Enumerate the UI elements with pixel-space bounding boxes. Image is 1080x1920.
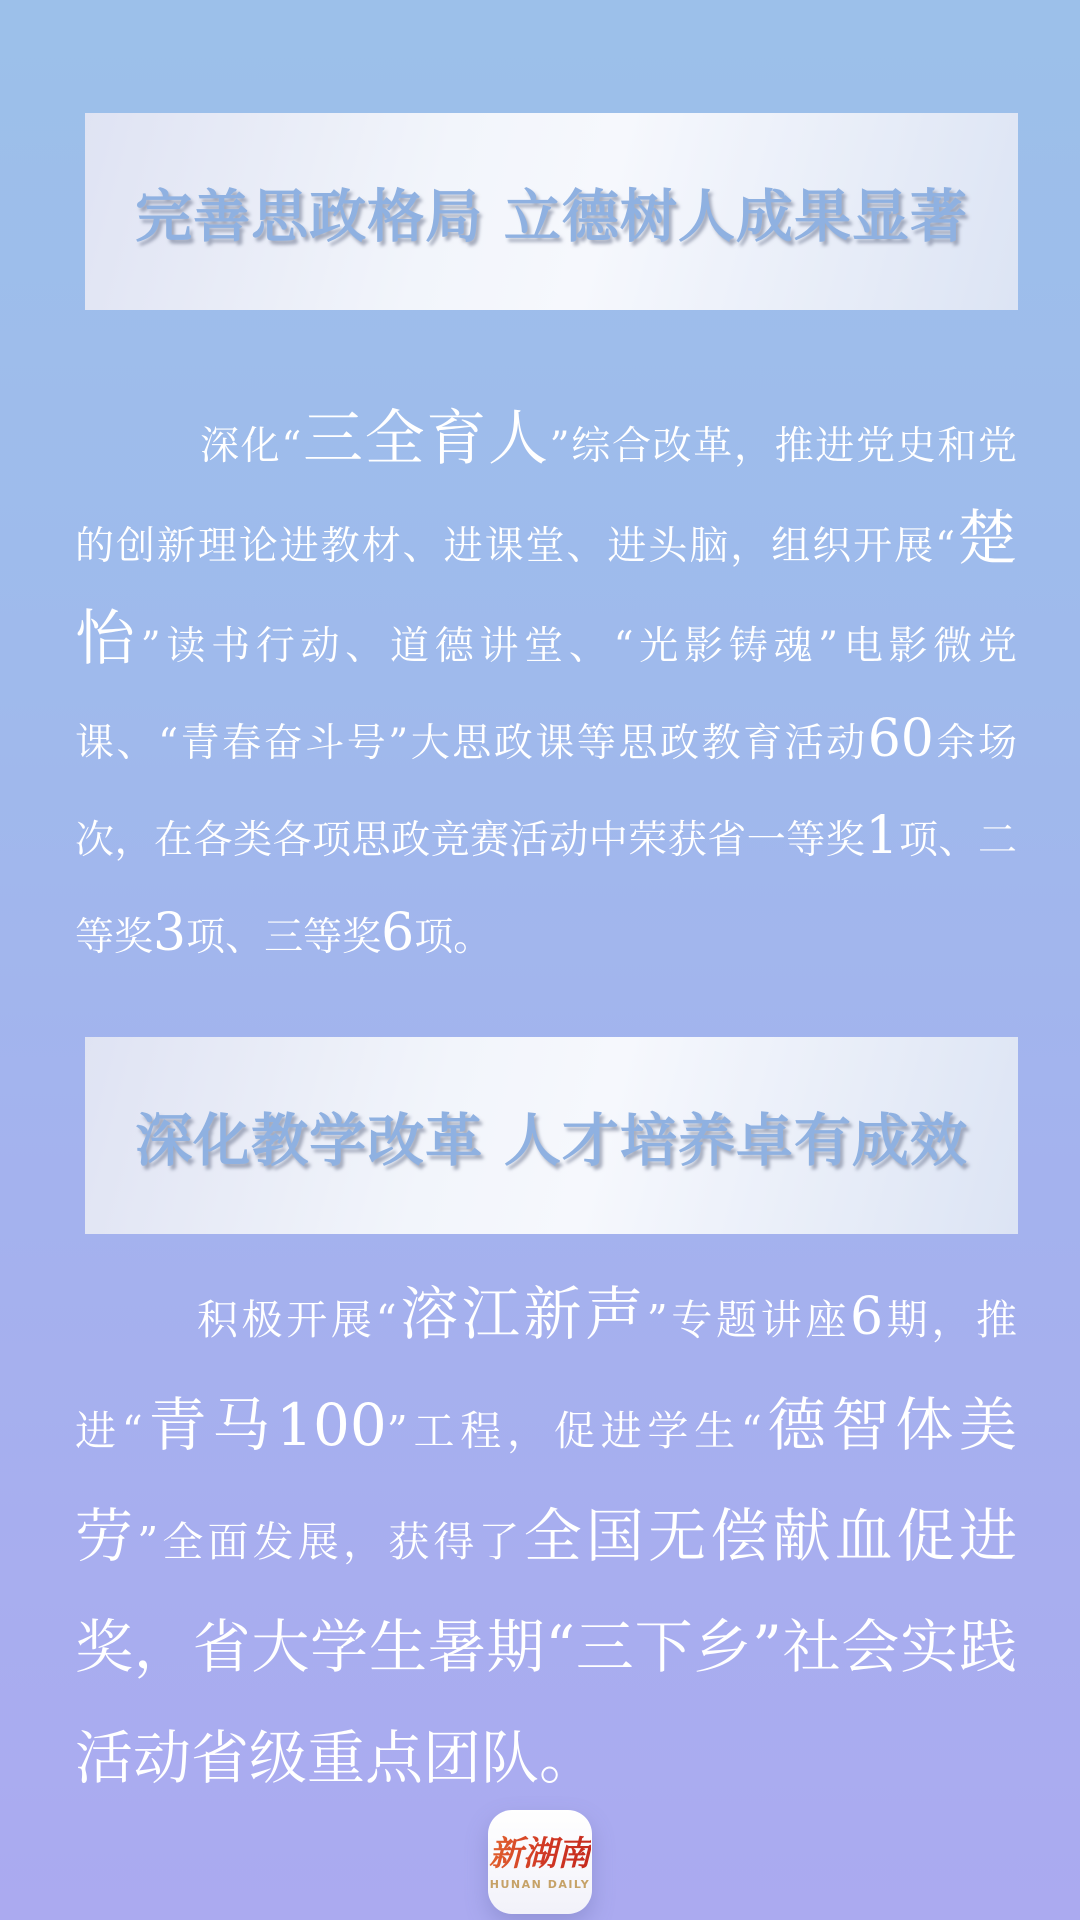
section-banner-2 <box>85 1037 1018 1234</box>
emphasis-rongjiang-xinsheng: 溶江新声 <box>396 1280 647 1348</box>
hunan-daily-logo <box>488 1810 592 1914</box>
section-title-2: 深化教学改革 人才培养卓有成效 <box>135 1107 968 1174</box>
section-title-1: 完善思政格局 立德树人成果显著 <box>135 183 968 250</box>
logo-english-wordmark: HUNAN DAILY <box>489 1877 591 1891</box>
stat-third-prize-count: 6 <box>381 903 415 963</box>
paragraph-2-text: ”全面发展，获得了 <box>137 1518 524 1566</box>
paragraph-1-text: 项、三等奖 <box>186 915 382 960</box>
emphasis-dezhitimeilao: 德智体美劳 <box>75 1391 1017 1570</box>
paragraph-2-text: 期，推进“ <box>75 1296 1017 1455</box>
paragraph-1 <box>75 393 1017 984</box>
paragraph-1-text: 项。 <box>414 915 493 960</box>
paragraph-1-text: ”综合改革，推进党史和党的创新理论进教材、进课堂、进头脑，组织开展“ <box>75 424 1017 569</box>
paragraph-1-text: 深化“ <box>200 424 302 469</box>
paragraph-1-text: ”读书行动、道德讲堂、“光影铸魂”电影微党课、“青春奋斗号”大思政课等思政教育活动 <box>75 624 1017 766</box>
emphasis-sanquan-yuren: 三全育人 <box>301 404 550 474</box>
paragraph-2-text: 积极开展“ <box>197 1296 397 1344</box>
stat-second-prize-count: 3 <box>153 903 187 963</box>
paragraph-2-text: ”工程，促进学生“ <box>386 1407 762 1455</box>
stat-first-prize-count: 1 <box>865 806 899 866</box>
section-banner-1 <box>85 113 1018 310</box>
paragraph-2-text: ”专题讲座 <box>646 1296 850 1344</box>
stat-lecture-count: 6 <box>849 1287 884 1347</box>
paragraph-1-text: 余场次，在各类各项思政竞赛活动中荣获省一等奖 <box>75 721 1017 863</box>
emphasis-chuyi: 楚怡 <box>75 504 1017 674</box>
stat-60-sessions: 60 <box>867 709 934 769</box>
paragraph-1-text: 项、二等奖 <box>75 818 1017 960</box>
logo-chinese-wordmark: 新湖南 <box>489 1833 591 1874</box>
paragraph-2 <box>75 1262 1017 1817</box>
emphasis-national-awards: 全国无偿献血促进奖，省大学生暑期“三下乡”社会实践活动省级重点团队。 <box>75 1502 1017 1792</box>
emphasis-qingma-100: 青马100 <box>142 1391 387 1459</box>
